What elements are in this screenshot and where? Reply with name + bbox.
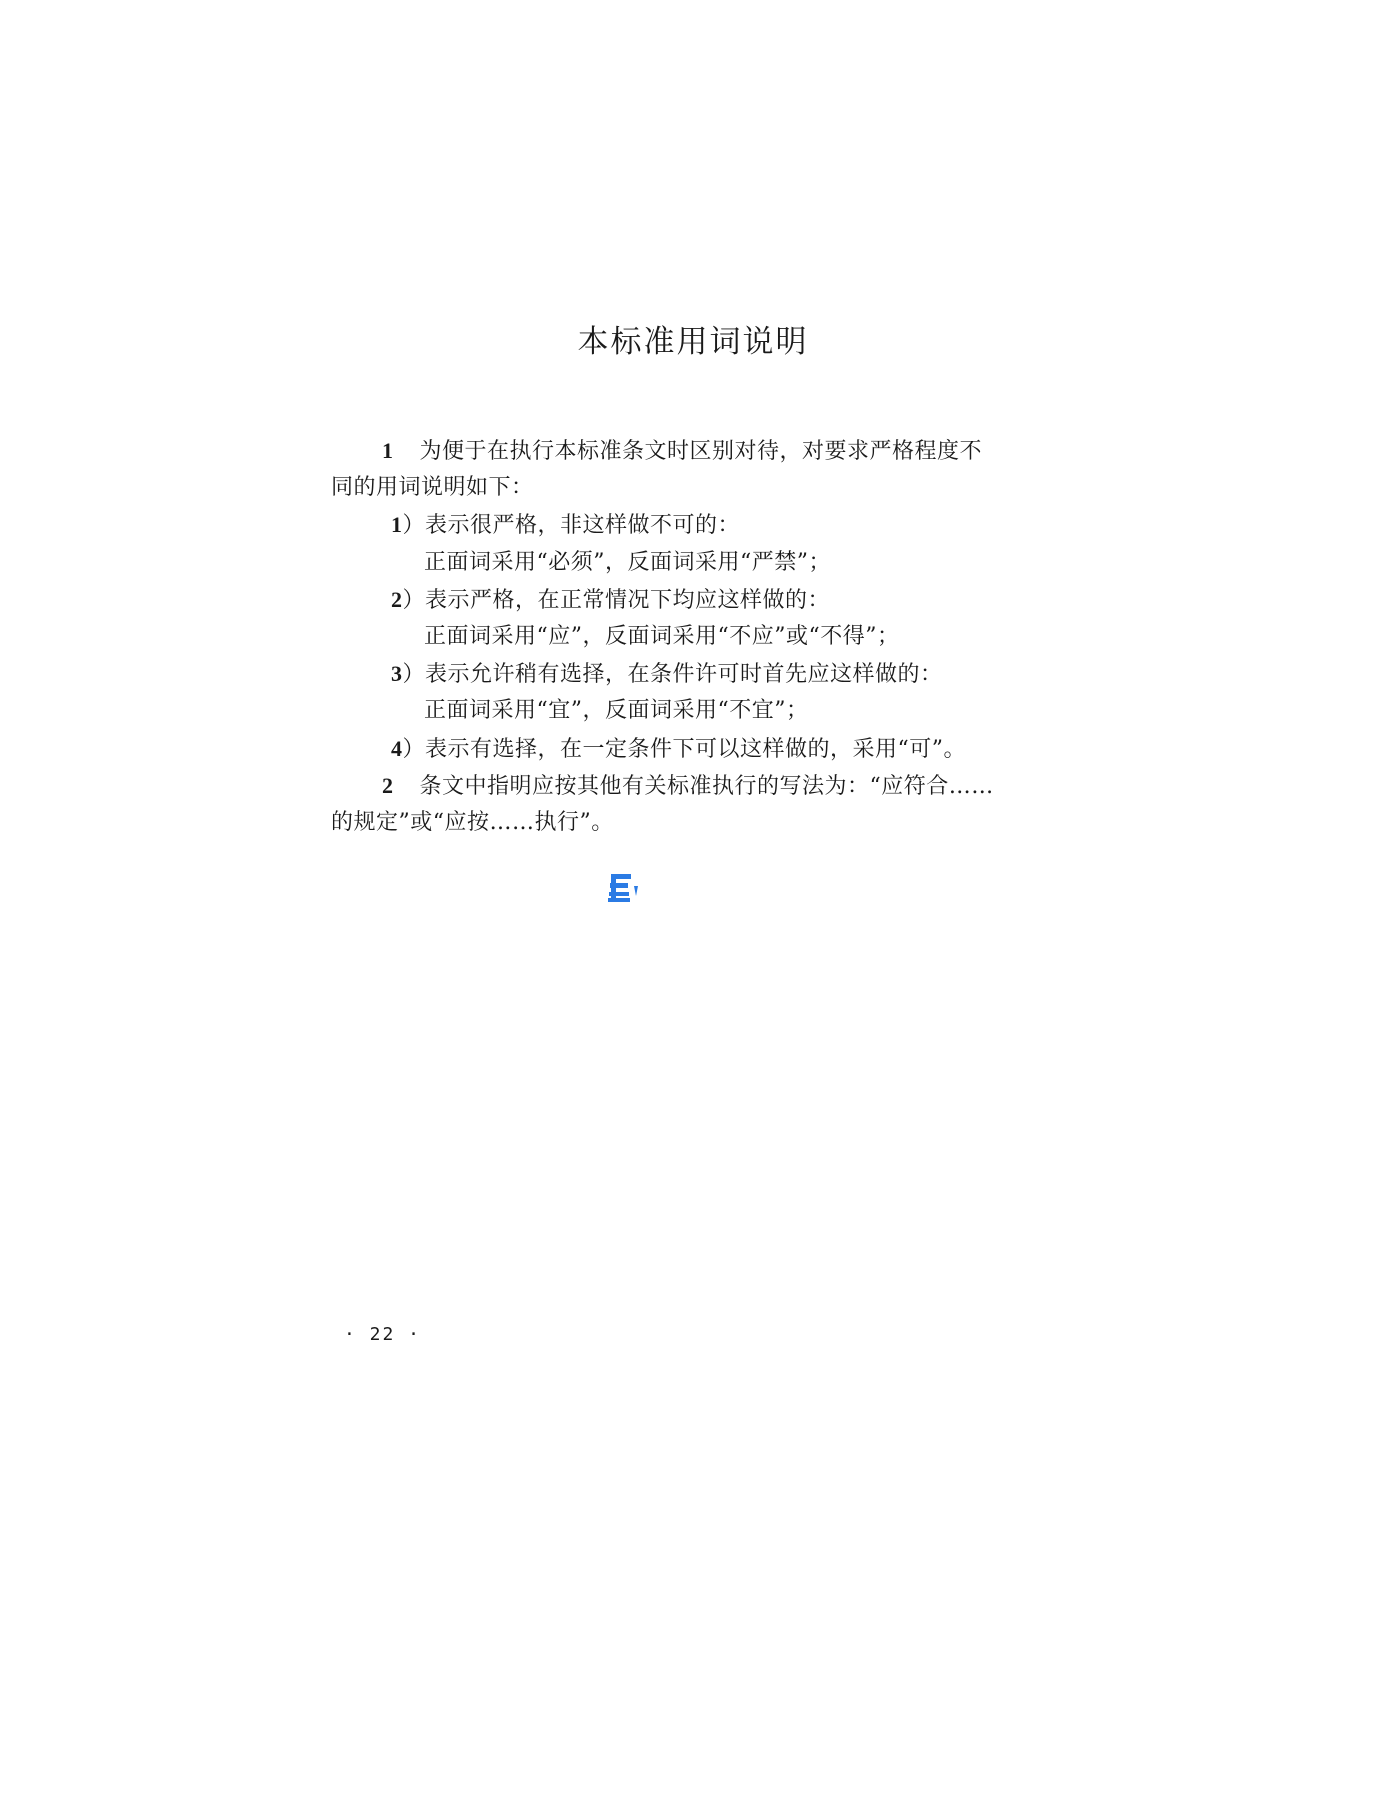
item-number: 3 xyxy=(391,661,403,687)
body-text xyxy=(331,432,1031,841)
item-label: ）表示严格，在正常情况下均应这样做的： xyxy=(402,587,831,613)
clause-text: 条文中指明应按其他有关标准执行的写法为：“应符合…… xyxy=(419,773,994,799)
list-item xyxy=(331,730,1031,767)
page-number: · 22 · xyxy=(344,1324,422,1345)
page-title: 本标准用词说明 xyxy=(577,324,809,360)
clause-1 xyxy=(331,432,1031,469)
item-label: ）表示很严格，非这样做不可的： xyxy=(402,513,741,539)
clause-text: 同的用词说明如下： xyxy=(331,475,534,501)
list-item-detail xyxy=(331,544,1031,581)
item-label: ）表示允许稍有选择，在条件许可时首先应这样做的： xyxy=(402,662,943,688)
list-item xyxy=(331,655,1031,692)
item-number: 1 xyxy=(391,512,403,538)
list-item xyxy=(331,506,1031,543)
item-detail: 正面词采用“宜”，反面词采用“不宜”； xyxy=(424,698,809,724)
item-detail: 正面词采用“应”，反面词采用“不应”或“不得”； xyxy=(424,623,900,649)
clause-text: 为便于在执行本标准条文时区别对待，对要求严格程度不 xyxy=(419,439,983,464)
clause-number: 1 xyxy=(382,438,394,463)
clause-2-continuation xyxy=(331,804,1031,841)
item-number: 4 xyxy=(391,735,403,761)
clause-2 xyxy=(331,767,1031,804)
clause-text: 的规定”或“应按……执行”。 xyxy=(331,809,614,835)
list-item xyxy=(331,581,1031,618)
watermark-logo-icon xyxy=(608,872,642,904)
list-item-detail xyxy=(331,618,1031,655)
item-number: 2 xyxy=(391,586,403,612)
item-detail: 正面词采用“必须”，反面词采用“严禁”； xyxy=(424,549,831,575)
clause-number: 2 xyxy=(382,772,394,798)
item-label: ）表示有选择，在一定条件下可以这样做的，采用“可”。 xyxy=(402,736,966,762)
list-item-detail xyxy=(331,692,1031,729)
clause-1-continuation xyxy=(331,469,1031,506)
